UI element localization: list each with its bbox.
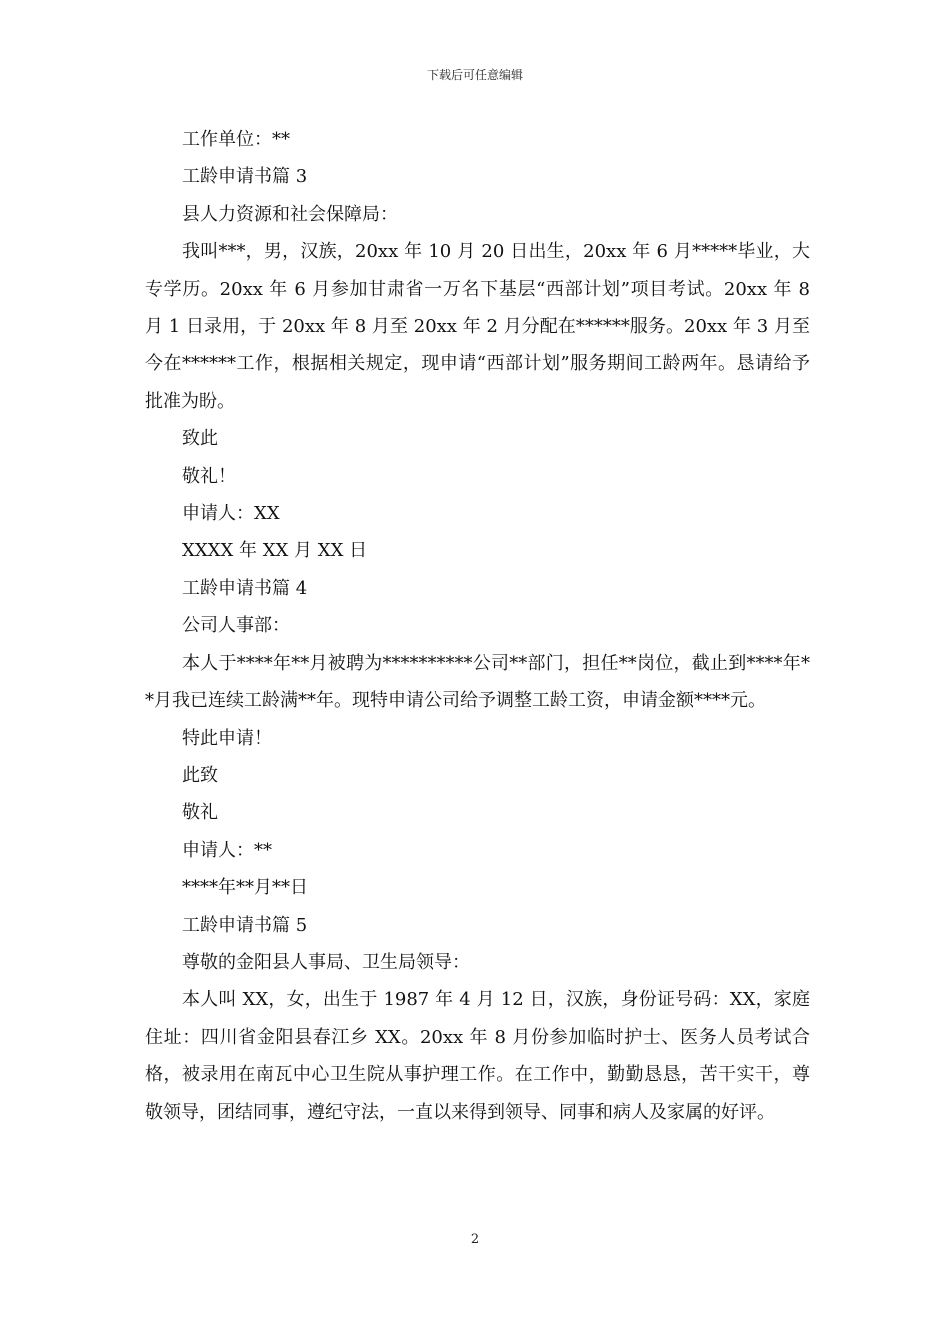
addressee-4: 公司人事部： [182,615,290,637]
special-request: 特此申请！ [182,727,272,749]
section-title-4: 工龄申请书篇 4 [182,577,308,599]
date-4: ****年**月**日 [182,877,308,899]
work-unit-line: 工作单位：** [182,129,290,150]
addressee-5: 尊敬的金阳县人事局、卫生局领导： [182,951,470,973]
section-title-5: 工龄申请书篇 5 [182,914,308,936]
addressee-3: 县人力资源和社会保障局： [182,203,398,225]
document-body [145,121,810,1131]
page-header: 下载后可任意编辑 [426,68,523,82]
closing-zhici: 致此 [182,428,218,450]
closing-jingli-4: 敬礼 [182,802,218,824]
applicant-4: 申请人：** [182,839,272,861]
section-title-3: 工龄申请书篇 3 [182,166,308,188]
closing-jingli-3: 敬礼！ [182,465,236,487]
body-paragraph-4: 本人于****年**月被聘为**********公司**部门，担任**岗位，截止到****年**月我已连续工龄满**年。现特申请公司给予调整工龄工资，申请金额****元。 [145,652,810,712]
closing-cizhi: 此致 [182,764,218,786]
body-paragraph-3: 我叫***，男，汉族，20xx 年 10 月 20 日出生，20xx 年 6 月*****毕业，大专学历。20xx 年 6 月参加甘肃省一万名下基层“西部计划”项目考试。20xx 年 8 月 1 日录用，于 20xx 年 8 月至 20xx 年 2 月分配在******服务。20xx 年 3 月至今在******工作，根据相关规定，现申请“西部计划”服务期间工龄两年。恳请给予批准为盼。 [145,241,810,412]
applicant-3: 申请人：XX [182,503,280,525]
body-paragraph-5: 本人叫 XX，女，出生于 1987 年 4 月 12 日，汉族，身份证号码：XX，家庭住址：四川省金阳县春江乡 XX。20xx 年 8 月份参加临时护士、医务人员考试合格，被录用在南瓦中心卫生院从事护理工作。在工作中，勤勤恳恳，苦干实干，尊敬领导，团结同事，遵纪守法，一直以来得到领导、同事和病人及家属的好评。 [145,989,810,1123]
page-number: 2 [470,1232,480,1247]
date-3: XXXX 年 XX 月 XX 日 [182,540,368,562]
